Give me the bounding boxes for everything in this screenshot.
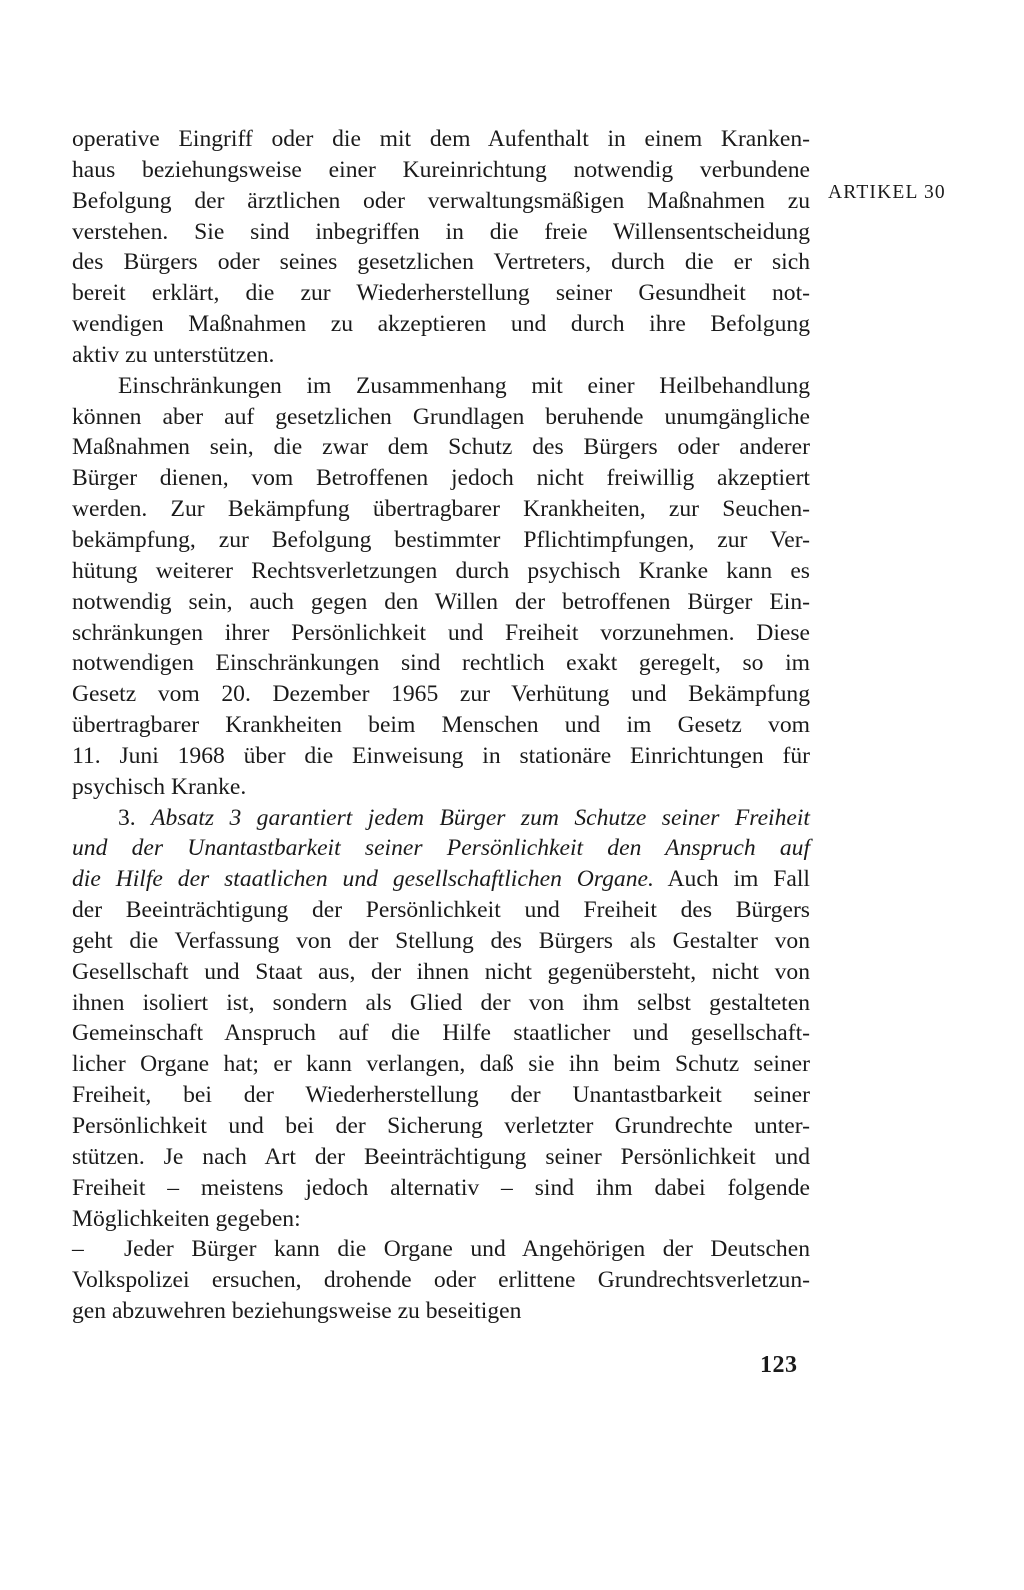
italic-emphasis: Absatz 3 garantiert jedem Bürger zum Schutze seiner Freiheit: [151, 804, 810, 831]
text-line: übertragbarer Krankheiten beim Menschen und im Gesetz vom: [72, 712, 810, 739]
text-line: Volkspolizei ersuchen, drohende oder erlittene Grundrechtsverletzun-: [72, 1267, 810, 1294]
text-line: 11. Juni 1968 über die Einweisung in stationäre Einrichtungen für: [72, 742, 810, 769]
text-line: Befolgung der ärztlichen oder verwaltungsmäßigen Maßnahmen zu: [72, 187, 810, 214]
text-line: gen abzuwehren beziehungsweise zu beseitigen: [72, 1298, 522, 1325]
text-line: psychisch Kranke.: [72, 773, 247, 800]
text-line: geht die Verfassung von der Stellung des Bürgers als Gestalter von: [72, 927, 810, 954]
text-line: notwendigen Einschränkungen sind rechtlich exakt geregelt, so im: [72, 650, 810, 677]
text-line: operative Eingriff oder die mit dem Aufenthalt in einem Kranken-: [72, 126, 810, 152]
text-line: schränkungen ihrer Persönlichkeit und Freiheit vorzunehmen. Diese: [72, 619, 810, 646]
text-line: bekämpfung, zur Befolgung bestimmter Pflichtimpfungen, zur Ver-: [72, 526, 810, 553]
text-line: werden. Zur Bekämpfung übertragbarer Krankheiten, zur Seuchen-: [72, 496, 810, 523]
text-line: Gesellschaft und Staat aus, der ihnen nicht gegenübersteht, nicht von: [72, 958, 810, 985]
italic-emphasis: die Hilfe der staatlichen und gesellschaftlichen Organe.: [72, 866, 654, 893]
list-item: [72, 1234, 810, 1265]
text-line: [72, 833, 810, 864]
text-fragment: Auch im Fall: [667, 866, 810, 893]
text-line: bereit erklärt, die zur Wiederherstellung seiner Gesundheit not-: [72, 280, 810, 307]
text-line: stützen. Je nach Art der Beeinträchtigung seiner Persönlichkeit und: [72, 1143, 810, 1170]
text-line: der Beeinträchtigung der Persönlichkeit und Freiheit des Bürgers: [72, 897, 810, 924]
text-line: des Bürgers oder seines gesetzlichen Vertreters, durch die er sich: [72, 249, 810, 276]
text-line: können aber auf gesetzlichen Grundlagen beruhende unumgängliche: [72, 403, 810, 430]
text-line: haus beziehungsweise einer Kureinrichtung notwendig verbundene: [72, 156, 810, 183]
text-line: Gemeinschaft Anspruch auf die Hilfe staatlicher und gesellschaft-: [72, 1020, 810, 1047]
text-line: [72, 864, 810, 895]
article-margin-note: ARTIKEL 30: [828, 182, 946, 203]
text-line: notwendig sein, auch gegen den Willen der betroffenen Bürger Ein-: [72, 588, 810, 615]
text-line: licher Organe hat; er kann verlangen, daß sie ihn beim Schutz seiner: [72, 1051, 810, 1078]
text-line: wendigen Maßnahmen zu akzeptieren und durch ihre Befolgung: [72, 311, 810, 338]
body-text: [72, 124, 810, 1327]
text-line: verstehen. Sie sind inbegriffen in die freie Willensentscheidung: [72, 218, 810, 245]
dash-bullet: –: [72, 1236, 84, 1263]
text-line: Einschränkungen im Zusammenhang mit einer Heilbehandlung: [118, 372, 810, 399]
text-line: Persönlichkeit und bei der Sicherung verletzter Grundrechte unter-: [72, 1113, 810, 1139]
text-line: ihnen isoliert ist, sondern als Glied der von ihm selbst gestalteten: [72, 989, 810, 1016]
text-line: Maßnahmen sein, die zwar dem Schutz des Bürgers oder anderer: [72, 434, 810, 461]
text-line: Möglichkeiten gegeben:: [72, 1205, 301, 1232]
text-line: hütung weiterer Rechtsverletzungen durch psychisch Kranke kann es: [72, 557, 810, 584]
list-item-text: Jeder Bürger kann die Organe und Angehörigen der Deutschen: [124, 1236, 810, 1263]
text-line: Freiheit, bei der Wiederherstellung der Unantastbarkeit seiner: [72, 1082, 810, 1109]
text-line: Freiheit – meistens jedoch alternativ – sind ihm dabei folgende: [72, 1174, 810, 1201]
section-number: 3.: [118, 804, 136, 831]
section-3-first-line: [72, 803, 810, 834]
text-line: Gesetz vom 20. Dezember 1965 zur Verhütung und Bekämpfung: [72, 681, 810, 708]
text-line: Bürger dienen, vom Betroffenen jedoch nicht freiwillig akzeptiert: [72, 465, 810, 492]
page-number: 123: [760, 1352, 798, 1378]
italic-emphasis: und der Unantastbarkeit seiner Persönlichkeit den Anspruch auf: [72, 835, 810, 862]
text-line: aktiv zu unterstützen.: [72, 341, 275, 368]
